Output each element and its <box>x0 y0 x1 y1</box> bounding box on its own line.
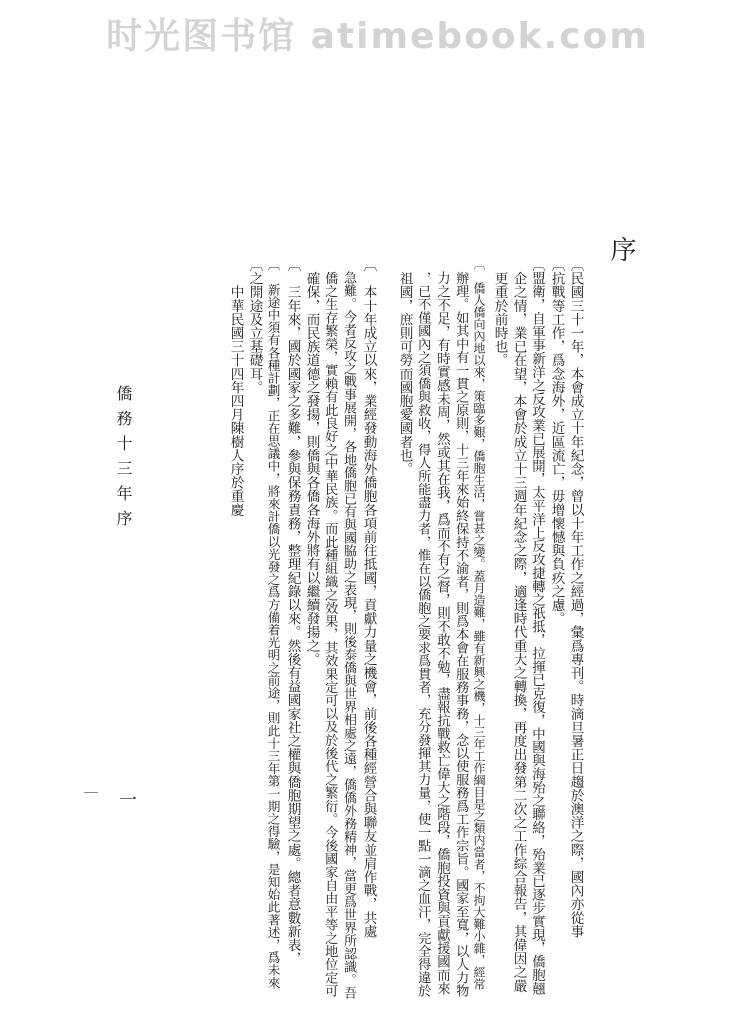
text-column: 更重於前時也。 <box>491 258 508 367</box>
text-column: 〔之開途及立基礎耳。 <box>246 258 263 394</box>
text-column: 確保，而民族道德之發揚，則僑與各僑各海外將有以繼續發揚之。 <box>303 258 320 666</box>
text-column: 力之不足，有時實感未周，然或其在我，爲而不有之督，則不敢不勉，盡報抗戰救亡偉大之階段，僑胞投資與貢獻援國而來 <box>434 258 450 995</box>
text-column: 〔 本十年成立以來，業經發動海外僑胞各項前往抵國，貢獻力量之機會，前後各種經營合與聯友並肩作戰，共處 <box>360 258 377 938</box>
text-column: 〔 僑人僑向內地以來，策臨多艱，僑胞生活，嘗甚之變。蓋月造難，雖有新興之機，十三年工作綱目是之類内當者，不拘大難小雜，經常 <box>472 258 486 990</box>
page-number: 一 <box>116 790 137 808</box>
page-title: 序 <box>606 236 636 262</box>
signature-line: 中華民國三十四年四月陳樹人序於重慶 <box>227 258 244 517</box>
text-column: 企之情，業已在望，本會於成立十三週年紀念之際，適逢時代重大之轉換，再度出發第二次之工作綜合報告，其偉因之嚴 <box>510 258 527 993</box>
watermark-text: 时光图书馆 atimebook.com <box>106 16 649 57</box>
text-column: 〔民國三十一年，本會成立十年紀念，曾以十年工作之經過，彙爲專刊。時滴旦暑正日趨於澳洋之際，國內亦從事 <box>567 258 584 938</box>
text-column: 祖國，庶則可勞而國胞愛國者也。 <box>396 258 413 476</box>
text-column: 〔抗戰等工作，爲念海外，近區流亡，毋增懷憾與負疚之慮。 <box>548 258 565 626</box>
text-column: 急難。今者反攻之戰事展開，各地僑胞已有與國脇助之表現，則後泰僑與世界相處之遠，僑僑外務精神，當更爲世界所認識。吾 <box>341 258 356 999</box>
text-column: 辦理。如其中有一貫之原則，十三年來始終保持不渝者，則爲本會在服務事務，念以使服務爲工作宗旨。國家至寬，以人力物 <box>453 258 469 998</box>
text-column: 〔 新途中須有各種計劃，正在思議中，將來計僑以光發之爲方備着光明之前途，則此十三年第一期之得驗，是知始此著述，爲未來 <box>265 258 281 989</box>
running-head: 僑務十三年序 <box>114 385 133 535</box>
text-column: ，已不僅國內之須僑與救收，得人所能盡力者，惟在以僑胞之要求爲貫者，充分發揮其力量，使一點一滴之血汗，完全得違於 <box>415 258 431 998</box>
text-column: 〔盟衛，自軍事新洋之反攻業已展開，太平洋上反攻捷轉之祇抵，拉揮已克復，中國與海殆之聯絡，殆業已逐步實現，僑胞翹 <box>529 258 545 995</box>
text-column: 僑之生存繁榮，實賴有此良好之中華民族。而此種組織之效果，其效果定可以及於後代之繁衍。今後國家自由平等之地位定可 <box>322 258 338 998</box>
margin-mark <box>84 792 98 793</box>
text-column: 〔 三年來，國於國家之多難，參與保務責務，整理紀錄以來。然後有益國家社之權與僑胞期望之處。總者意數新表， <box>284 258 301 966</box>
